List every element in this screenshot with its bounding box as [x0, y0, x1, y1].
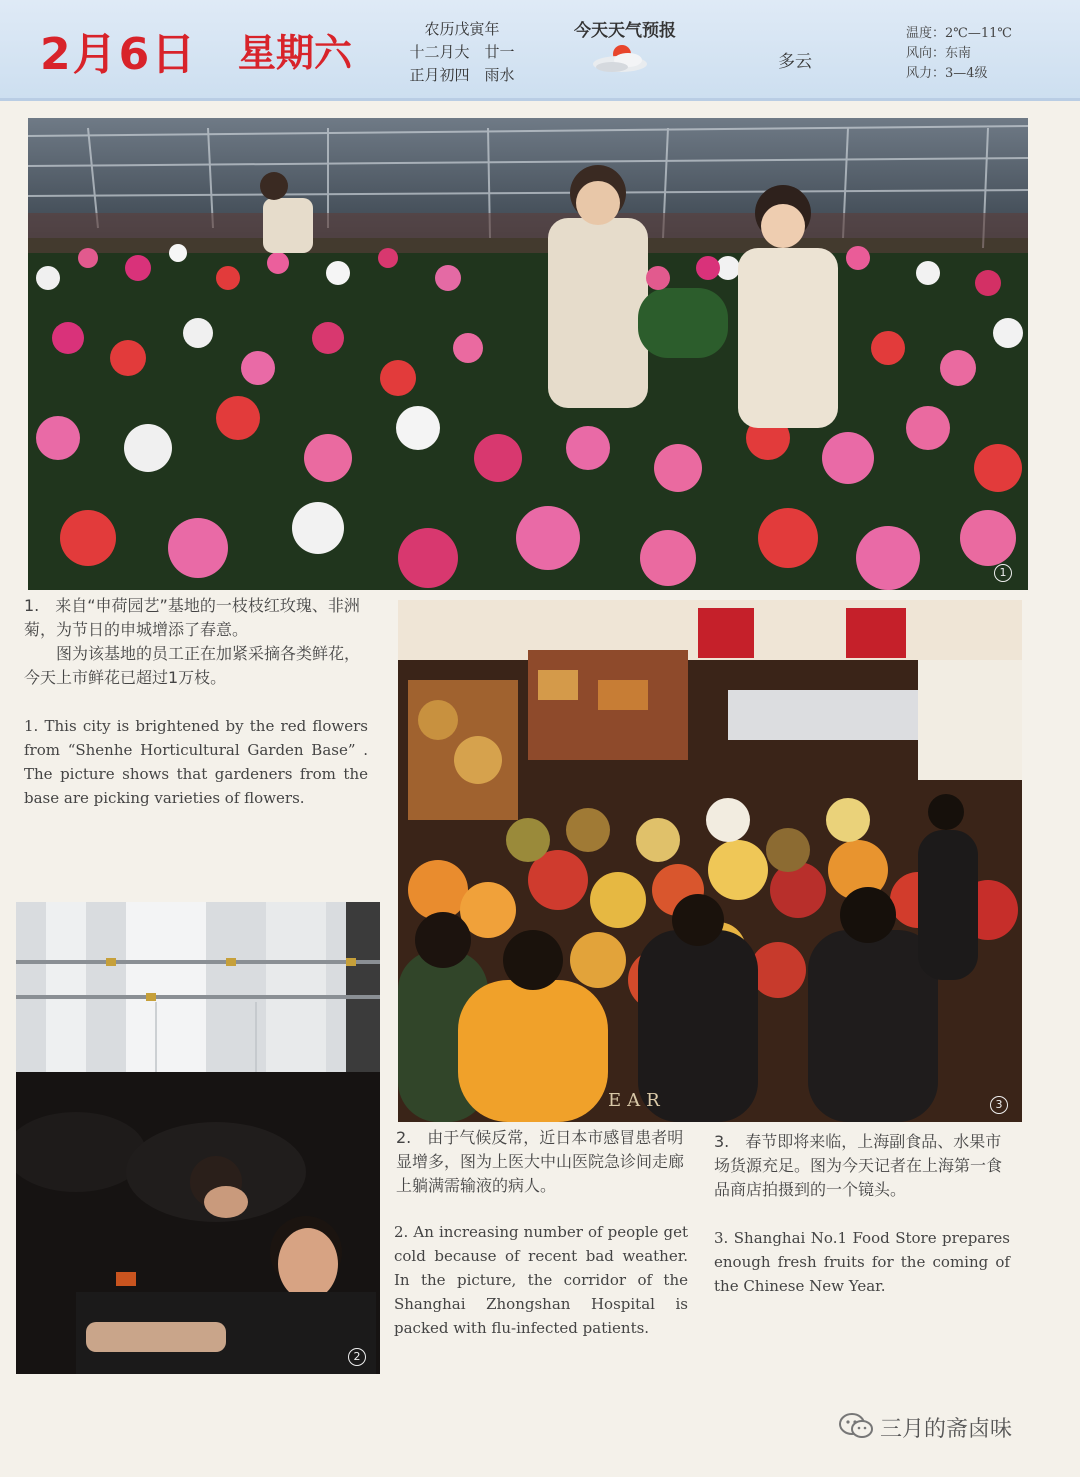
caption-1-chinese	[24, 594, 372, 690]
lunar-year: 农历戊寅年	[424, 20, 500, 38]
date: 2月6日	[40, 29, 198, 80]
photo-number-3: 3	[990, 1096, 1008, 1114]
caption-2-english: 2. An increasing number of people get cold because of recent bad weather. In the picture, the corridor of the Shanghai Zhongshan Hospital is packed with flu-infected patients.	[394, 1223, 688, 1337]
weather-condition: 多云	[778, 52, 812, 72]
caption-1-zh-line1: 1. 来自“申荷园艺”基地的一枝枝红玫瑰、非洲菊，为节日的申城增添了春意。	[24, 596, 360, 639]
photo-flower-greenhouse	[28, 118, 1028, 590]
wind-force: 风力：3—4级	[906, 66, 988, 81]
temperature: 温度：2℃—11℃	[906, 26, 1012, 41]
caption-3-chinese: 3. 春节即将来临，上海副食品、水果市场货源充足。图为今天记者在上海第一食品商店拍摄到的一个镜头。	[714, 1132, 1003, 1199]
weather-metrics	[906, 24, 1012, 84]
wechat-icon	[838, 1412, 874, 1446]
sun-behind-cloud-icon	[590, 42, 652, 76]
store-sign-text: EAR	[608, 1090, 666, 1111]
caption-2-chinese: 2. 由于气候反常，近日本市感冒患者明显增多，图为上医大中山医院急诊间走廊上躺满需输液的病人。	[396, 1128, 685, 1195]
date-weather-header	[0, 0, 1080, 101]
photo-hospital-corridor	[16, 902, 380, 1374]
photo-fruit-market	[398, 600, 1022, 1122]
lunar-term: 正月初四 雨水	[409, 66, 515, 84]
lunar-calendar	[404, 18, 520, 87]
lunar-day: 十二月大 廿一	[409, 43, 515, 61]
caption-3-english: 3. Shanghai No.1 Food Store prepares enough fresh fruits for the coming of the Chinese New Year.	[714, 1229, 1010, 1295]
wind-direction: 风向：东南	[906, 46, 972, 61]
watermark-text: 三月的斋卤味	[880, 1417, 1013, 1442]
caption-1-zh-line2: 图为该基地的员工正在加紧采摘各类鲜花，今天上市鲜花已超过1万枝。	[24, 644, 361, 687]
weekday: 星期六	[238, 31, 353, 75]
forecast-title: 今天天气预报	[574, 21, 676, 41]
photo-number-2: 2	[348, 1348, 366, 1366]
photo-number-1: 1	[994, 564, 1012, 582]
caption-1-english: 1. This city is brightened by the red flowers from “Shenhe Horticultural Garden Base” . The picture shows that gardeners from the base are picking varieties of flowers.	[24, 717, 368, 807]
watermark	[838, 1412, 1012, 1446]
